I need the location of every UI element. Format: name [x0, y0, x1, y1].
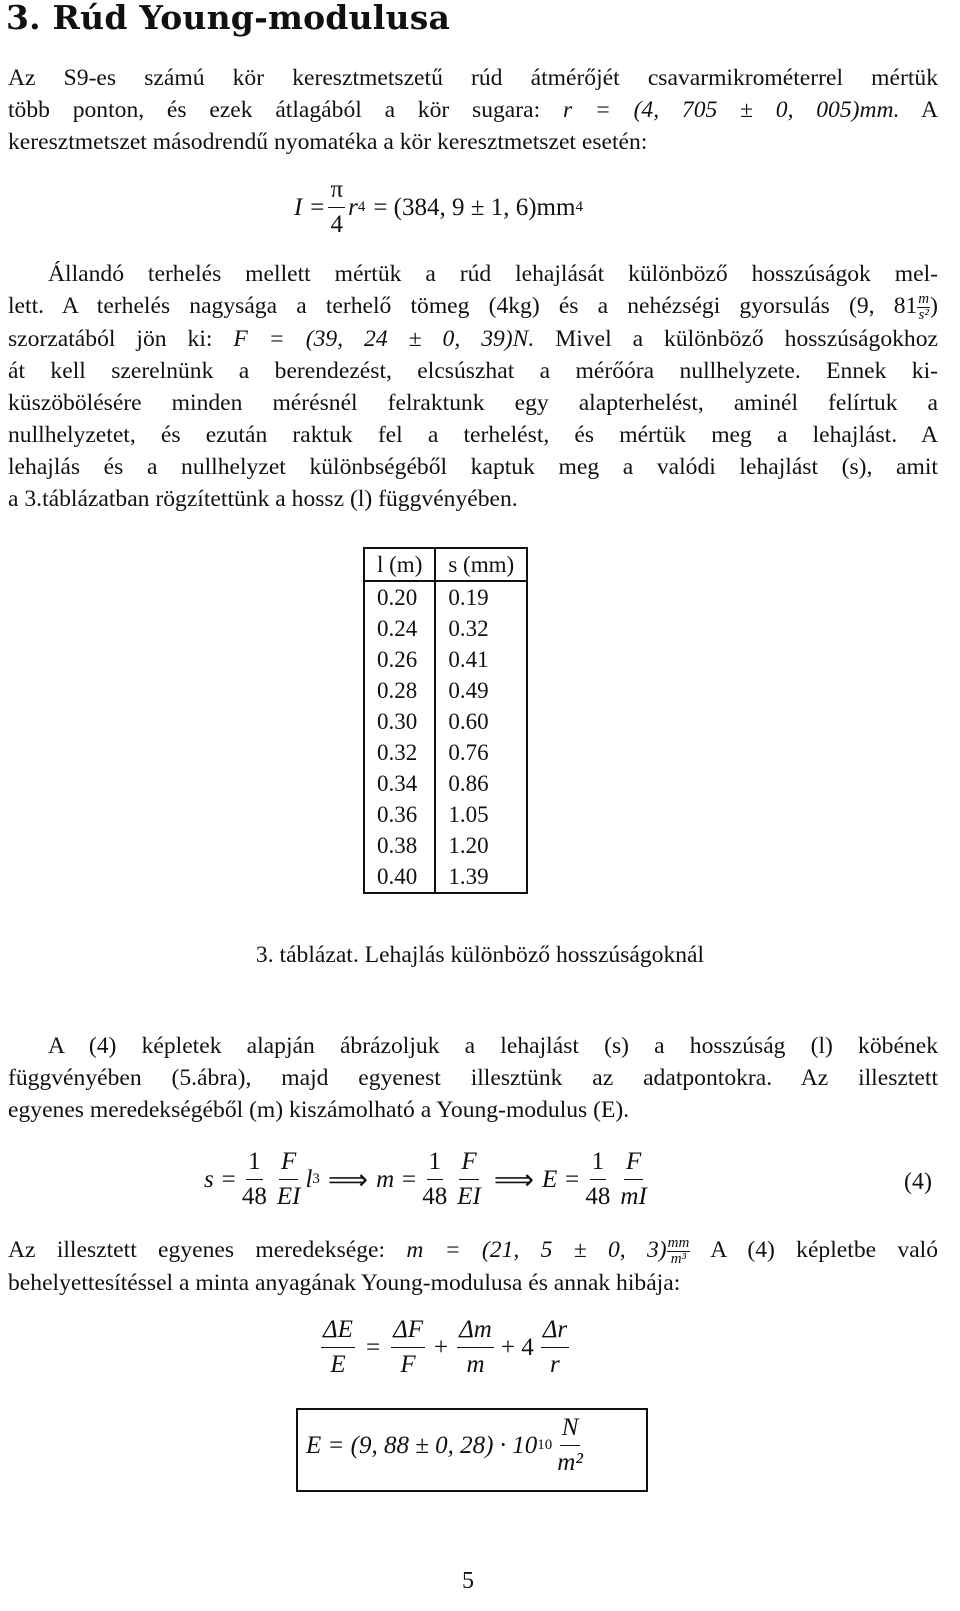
column-header-length: l (m) [364, 548, 435, 581]
fraction: $\frac{F}{mI}$ [620, 1148, 647, 1210]
table-row [364, 861, 527, 893]
table-cell: 0.19 [435, 581, 527, 613]
table-cell: 0.41 [435, 644, 527, 675]
radius-value: r = (4, 705 ± 0, 005)mm. [562, 97, 900, 123]
section-heading: 3. Rúd Young-modulusa [6, 0, 451, 37]
fraction: $\frac{F}{EI}$ [276, 1148, 301, 1210]
table-header-row [364, 548, 527, 581]
text-line: egyenes meredekségéből (m) kiszámolható a Young-modulus (E). [8, 1097, 630, 1123]
text-line: Az S9-es számú kör keresztmetszetű rúd átmérőjét csavarmikrométerrel mértük [8, 65, 938, 91]
table-row [364, 830, 527, 861]
unit-fraction: $\frac{m}{\text{s²}}$ [918, 291, 930, 324]
text-line: át kell szerelnünk a berendezést, elcsúszhat a mérőóra nullhelyzete. Ennek ki- [8, 358, 938, 385]
page-number: 5 [462, 1568, 474, 1594]
equation-number: (4) [904, 1169, 932, 1195]
implies-arrow: ⟹ [327, 1164, 369, 1196]
paragraph-intro [8, 62, 938, 158]
table-row [364, 768, 527, 799]
text-line: Az illesztett egyenes meredeksége: m = (21, 5 ± 0, 3) $\frac{mm}{\text{m³}}$ A (4) képletbe való [8, 1235, 939, 1268]
table-cell: 0.49 [435, 675, 527, 706]
table-row [364, 644, 527, 675]
equation-moment-of-inertia: I = $\frac{\pi}{4}$ r 4 = (384, 9 ± 1, 6)mm 4 [294, 176, 583, 238]
fraction: $\frac{\Delta r}{r}$ [542, 1316, 568, 1378]
fraction: $\frac{F}{EI}$ [457, 1148, 481, 1210]
fraction: $\frac{\Delta E}{E}$ [323, 1316, 353, 1378]
measurement-table [363, 547, 528, 894]
text-line: küszöbölésére minden mérésnél felraktunk egy alapterhelést, aminél felírtuk a [8, 390, 938, 417]
table-cell: 0.26 [364, 644, 435, 675]
text-line: lehajlás és a nullhelyzet különbségéből kaptuk meg a valódi lehajlást (s), amit [8, 454, 938, 481]
paragraph-measurement [8, 258, 938, 515]
table-caption: 3. táblázat. Lehajlás különböző hosszúságoknál [255, 942, 705, 968]
fraction: $\frac{\Delta F}{F}$ [393, 1316, 424, 1378]
text-line: szorzatából jön ki: F = (39, 24 ± 0, 39)N. Mivel a különböző hosszúságokhoz [8, 326, 938, 353]
fraction: $\frac{N}{\text{m²}}$ [557, 1414, 583, 1476]
unit-fraction: $\frac{mm}{\text{m³}}$ [667, 1235, 690, 1268]
table-cell: 1.05 [435, 799, 527, 830]
text-line: több ponton, és ezek átlagából a kör sugara: r = (4, 705 ± 0, 005)mm. A [8, 97, 938, 123]
equation-error-propagation: $\frac{\Delta E}{E}$ = $\frac{\Delta F}{F}$ + $\frac{\Delta m}{m}$ + 4 $\frac{\Delta r}{r}$ [323, 1316, 568, 1378]
table-row [364, 581, 527, 613]
table-cell: 0.32 [435, 613, 527, 644]
table-cell: 0.38 [364, 830, 435, 861]
table-row [364, 706, 527, 737]
text-line: Állandó terhelés mellett mértük a rúd lehajlását különböző hosszúságok mel- [48, 261, 938, 287]
table-cell: 0.36 [364, 799, 435, 830]
table-cell: 0.24 [364, 613, 435, 644]
table-cell: 1.20 [435, 830, 527, 861]
paragraph-method [8, 1030, 938, 1126]
table-cell: 0.30 [364, 706, 435, 737]
table-cell: 0.40 [364, 861, 435, 893]
table-cell: 0.34 [364, 768, 435, 799]
table-cell: 0.60 [435, 706, 527, 737]
text-line: behelyettesítéssel a minta anyagának Young-modulusa és annak hibája: [8, 1270, 681, 1297]
table-cell: 0.86 [435, 768, 527, 799]
table-cell: 0.28 [364, 675, 435, 706]
slope-value: m = (21, 5 ± 0, 3) [406, 1237, 667, 1263]
table-cell: 0.32 [364, 737, 435, 768]
text-line: lett. A terhelés nagysága a terhelő tömeg (4kg) és a nehézségi gyorsulás (9, 81 $\frac{m}{\text{s²}}$ ) [8, 291, 938, 324]
table-cell: 0.20 [364, 581, 435, 613]
equation-4: s = $\frac{1}{48}$ $\frac{F}{EI}$ l 3 ⟹ m = $\frac{1}{48}$ $\frac{F}{EI}$ ⟹ E = $\frac{1}{48}$ $\frac{F}{mI}$ [204, 1148, 647, 1210]
text-line: nullhelyzetet, és ezután raktuk fel a terhelést, és mértük meg a lehajlást. A [8, 422, 938, 449]
fraction: $\frac{1}{48}$ [422, 1148, 448, 1210]
paragraph-slope [8, 1234, 938, 1299]
fraction: $\frac{1}{48}$ [241, 1148, 267, 1210]
implies-arrow: ⟹ [493, 1164, 534, 1196]
table-row [364, 737, 527, 768]
column-header-deflection: s (mm) [435, 548, 527, 581]
table-cell: 0.76 [435, 737, 527, 768]
text-line: keresztmetszet másodrendű nyomatéka a kör keresztmetszet esetén: [8, 129, 648, 155]
table-row [364, 613, 527, 644]
table-cell: 1.39 [435, 861, 527, 893]
table-row [364, 799, 527, 830]
force-value: F = (39, 24 ± 0, 39)N. [233, 326, 535, 353]
fraction: $\frac{1}{48}$ [585, 1148, 611, 1210]
table-row [364, 675, 527, 706]
fraction: $\frac{\pi}{4}$ [330, 176, 344, 238]
fraction: $\frac{\Delta m}{m}$ [459, 1316, 492, 1378]
equation-result: E = (9, 88 ± 0, 28) · 10 10 $\frac{N}{\text{m²}}$ [306, 1414, 583, 1476]
text-line: a 3.táblázatban rögzítettünk a hossz (l) függvényében. [8, 486, 518, 513]
text-line: A (4) képletek alapján ábrázoljuk a lehajlást (s) a hosszúság (l) köbének [48, 1033, 938, 1059]
text-line: függvényében (5.ábra), majd egyenest illesztünk az adatpontokra. Az illesztett [8, 1065, 938, 1091]
